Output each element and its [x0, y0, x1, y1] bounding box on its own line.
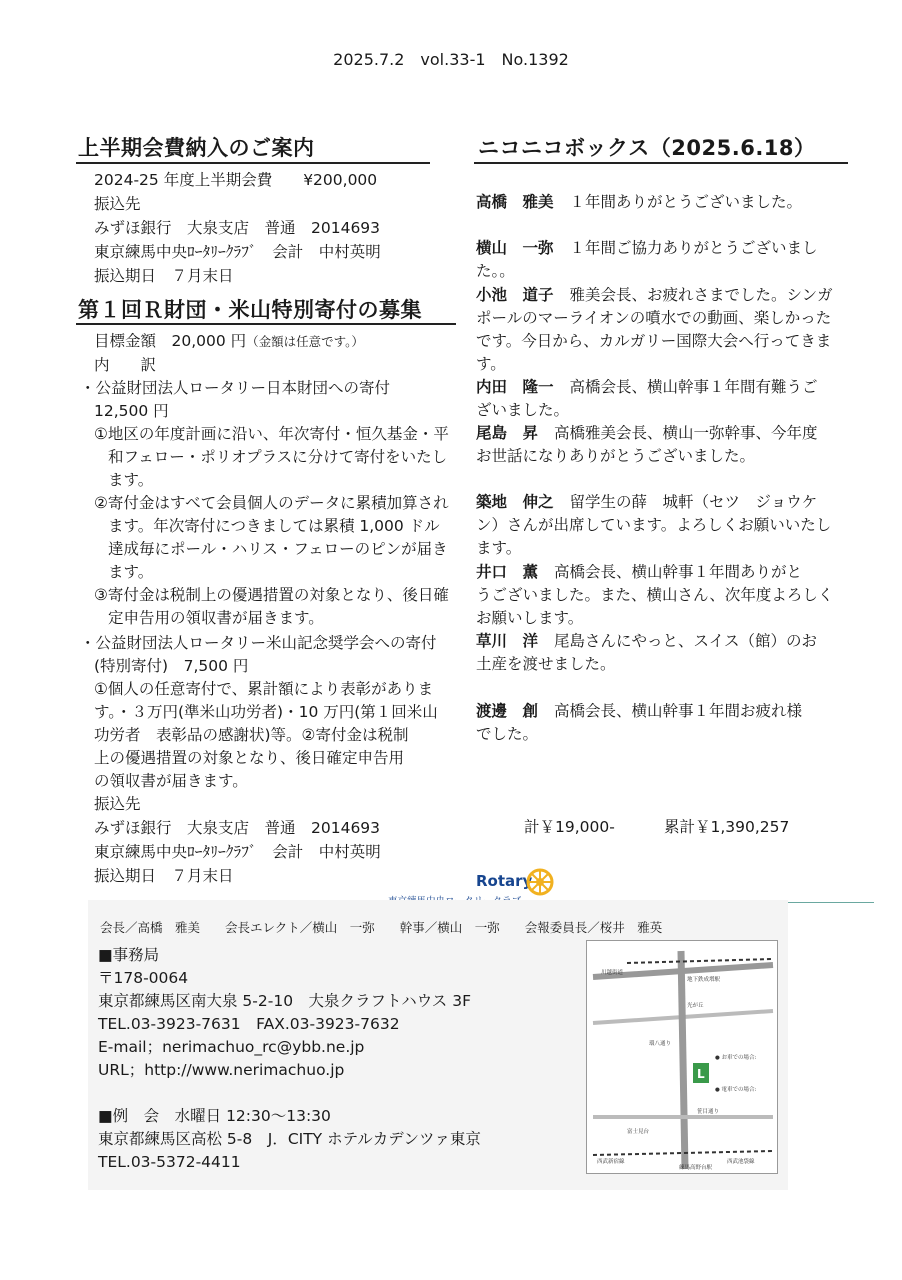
r-foundation-item-2 [94, 492, 449, 584]
entry-text: 留学生の薛 城軒（セツ ジョウケ [569, 493, 818, 511]
yoneyama-heading: ・公益財団法人ロータリー米山記念奨学会への寄付 [80, 634, 437, 652]
text-line: す。・３万円(準米山功労者)・10 万円(第１回米山 [94, 703, 438, 721]
text-line: 定申告用の領収書が届きます。 [108, 609, 324, 627]
entry-text: でした。 [476, 725, 539, 743]
dues-line: 振込期日 ７月末日 [94, 267, 234, 285]
text-line: ます。 [108, 563, 154, 581]
text-line: 東京都練馬区高松 5-8 J．CITY ホテルカデンツァ東京 [98, 1130, 481, 1148]
text-line: 振込先 [94, 795, 141, 813]
entry-text: です。今日から、カルガリー国際大会へ行ってきま [476, 332, 832, 350]
text-line: E-mail；nerimachuo_rc@ybb.ne.jp [98, 1038, 365, 1056]
r-foundation-amount: 12,500 円 [94, 402, 169, 420]
text-line: ②寄付金はすべて会員個人のデータに累積加算され [94, 494, 449, 512]
entry-text: 尾島さんにやっと、スイス（館）のお [554, 632, 818, 650]
text-line: TEL.03-5372-4411 [98, 1153, 241, 1171]
text-line: 功労者 表彰品の感謝状)等。②寄付金は税制 [94, 726, 409, 744]
niconico-entry [476, 700, 848, 746]
map-label: ● 電車での場合: [715, 1087, 757, 1093]
entry-name: 横山 一弥 [476, 239, 554, 257]
entry-name: 高橋 雅美 [476, 193, 554, 211]
goal-note: （金額は任意です。） [246, 334, 364, 349]
entry-text: た。。 [476, 262, 515, 280]
entry-name: 内田 隆一 [476, 378, 554, 396]
donation-goal [94, 329, 364, 354]
breakdown-label: 内 訳 [94, 356, 157, 374]
niconico-entry [476, 491, 848, 560]
niconico-entry [476, 376, 848, 422]
r-foundation-item-1 [94, 423, 449, 492]
text-line: 上の優遇措置の対象となり、後日確定申告用 [94, 749, 405, 767]
entry-text: ます。 [476, 539, 522, 557]
text-line: 和フェロー・ポリオプラスに分けて寄付をいたし [108, 448, 448, 466]
meeting-info [98, 1105, 481, 1174]
niconico-entry [476, 561, 848, 630]
niconico-title-rule [474, 162, 848, 164]
entry-text: ン）さんが出席しています。よろしくお願いいたし [476, 516, 832, 534]
map-road [681, 951, 685, 1169]
entry-text: １年間ご協力ありがとうございまし [569, 239, 818, 257]
donation-title: 第１回Ｒ財団・米山特別寄付の募集 [78, 298, 422, 322]
dues-title: 上半期会費納入のご案内 [78, 136, 315, 160]
entry-name: 築地 伸之 [476, 493, 554, 511]
officers-line: 会長／高橋 雅美 会長エレクト／横山 一弥 幹事／横山 一弥 会報委員長／桜井 雅英 [100, 920, 663, 935]
donation-title-rule [76, 323, 456, 325]
niconico-entry [476, 237, 848, 283]
text-line: TEL.03-3923-7631 FAX.03-3923-7632 [98, 1015, 400, 1033]
map-graphic [587, 941, 777, 1173]
map-label: 富士見台 [627, 1129, 650, 1135]
entry-text: お願いします。 [476, 609, 584, 627]
svg-text:L: L [697, 1067, 705, 1081]
text-line: 達成毎にポール・ハリス・フェローのピンが届き [108, 540, 448, 558]
entry-text: 高橋会長、横山幹事１年間有難うご [569, 378, 818, 396]
r-foundation-item-3 [94, 584, 449, 630]
dues-line: みずほ銀行 大泉支店 普通 2014693 [94, 219, 381, 237]
map-label: 環八通り [649, 1041, 672, 1047]
rotary-logo-text: Rotary [476, 872, 533, 890]
niconico-entry [476, 191, 848, 214]
entry-text: 高橋雅美会長、横山一弥幹事、今年度 [554, 424, 818, 442]
access-map [586, 940, 778, 1174]
niconico-entry [476, 630, 848, 676]
text-line: URL；http://www.nerimachuo.jp [98, 1061, 345, 1079]
map-label: 笹目通り [697, 1109, 720, 1115]
text-line: 東京練馬中央ﾛｰﾀﾘｰｸﾗﾌﾞ 会計 中村英明 [94, 843, 381, 861]
map-label: ● お車での場合: [715, 1055, 757, 1061]
entry-text: 雅美会長、お疲れさまでした。シンガ [569, 286, 833, 304]
entry-text: うございました。また、横山さん、次年度よろしく [476, 586, 834, 604]
niconico-entry [476, 422, 848, 468]
r-foundation-heading: ・公益財団法人ロータリー日本財団への寄付 [80, 379, 391, 397]
entry-text: お世話になりありがとうございました。 [476, 447, 756, 465]
dues-body [94, 168, 381, 288]
text-line: ③寄付金は税制上の優遇措置の対象となり、後日確 [94, 586, 449, 604]
entry-name: 小池 道子 [476, 286, 554, 304]
entry-text: ざいました。 [476, 401, 570, 419]
text-line: みずほ銀行 大泉支店 普通 2014693 [94, 819, 381, 837]
issue-line: 2025.7.2 vol.33-1 No.1392 [333, 50, 569, 69]
entry-text: す。 [476, 355, 506, 373]
text-line: ます。 [108, 471, 154, 489]
dues-title-rule [76, 162, 430, 164]
niconico-entry [476, 284, 848, 376]
text-line: ■事務局 [98, 946, 160, 964]
entry-name: 渡邊 創 [476, 702, 539, 720]
yoneyama-body [94, 678, 438, 793]
niconico-title: ニコニコボックス（2025.6.18） [478, 136, 816, 160]
map-label: 川越街道 [601, 970, 624, 976]
text-line: 東京都練馬区南大泉 5-2-10 大泉クラフトハウス 3F [98, 992, 471, 1010]
dues-line: 振込先 [94, 195, 141, 213]
text-line: ①個人の任意寄付で、累計額により表彰がありま [94, 680, 434, 698]
entry-text: ポールのマーライオンの噴水での動画、楽しかった [476, 309, 832, 327]
entry-name: 尾島 昇 [476, 424, 539, 442]
map-label: 西武新宿線 [597, 1159, 625, 1165]
niconico-total: 計￥19,000- [524, 818, 615, 836]
niconico-cumulative: 累計￥1,390,257 [664, 818, 790, 836]
goal-amount: 目標金額 20,000 円 [94, 332, 247, 350]
text-line: の領収書が届きます。 [94, 772, 248, 790]
rotary-wheel-icon [526, 868, 554, 900]
map-label: 地下鉄成増駅 [687, 977, 721, 983]
entry-text: 高橋会長、横山幹事１年間お疲れ様 [554, 702, 803, 720]
entry-name: 井口 薫 [476, 563, 539, 581]
entry-text: 高橋会長、横山幹事１年間ありがと [554, 563, 803, 581]
text-line: 振込期日 ７月末日 [94, 867, 234, 885]
map-label: 西武池袋線 [727, 1159, 755, 1165]
text-line: ①地区の年度計画に沿い、年次寄付・恒久基金・平 [94, 425, 449, 443]
map-label: 光が丘 [687, 1003, 704, 1009]
map-label: 練馬高野台駅 [679, 1165, 713, 1171]
dues-line: 東京練馬中央ﾛｰﾀﾘｰｸﾗﾌﾞ 会計 中村英明 [94, 243, 381, 261]
text-line: 〒178-0064 [98, 969, 189, 987]
entry-name: 草川 洋 [476, 632, 539, 650]
dues-line: 2024-25 年度上半期会費 ¥200,000 [94, 171, 378, 189]
entry-text: 土産を渡せました。 [476, 655, 616, 673]
entry-text: １年間ありがとうございました。 [569, 193, 803, 211]
donation-transfer [94, 792, 381, 888]
text-line: ■例 会 水曜日 12:30～13:30 [98, 1107, 331, 1125]
text-line: ます。年次寄付につきましては累積 1,000 ドル [108, 517, 440, 535]
office-info [98, 944, 471, 1082]
yoneyama-amount: (特別寄付) 7,500 円 [94, 657, 249, 675]
